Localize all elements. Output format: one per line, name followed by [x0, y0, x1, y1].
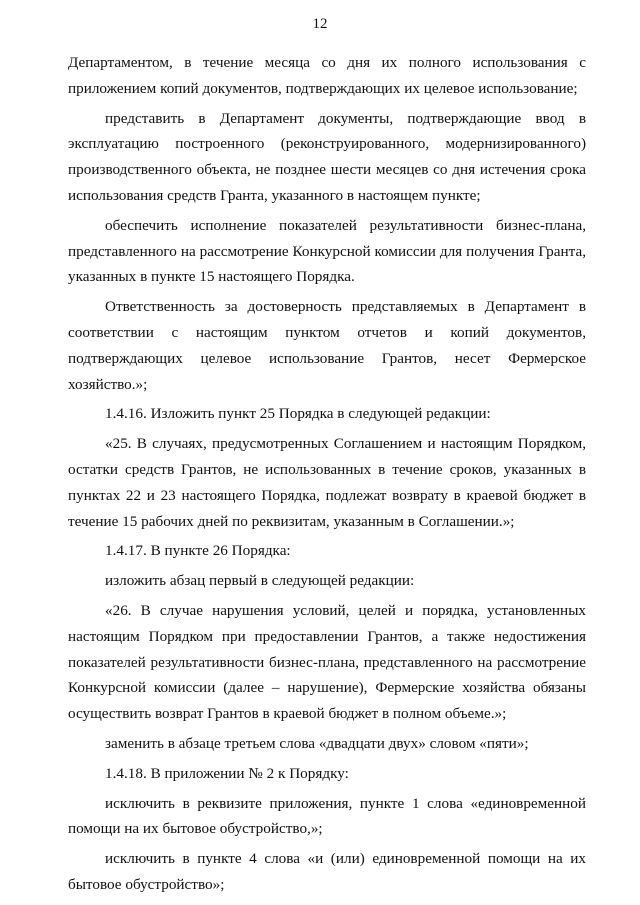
paragraph: Ответственность за достоверность представляемых в Департамент в соответствии с настоящим пунктом отчетов и копий документов, подтверждающих целевое использование Грантов, несет Фермерское хозяйство.»;: [68, 298, 586, 393]
paragraph: изложить абзац первый в следующей редакции:: [105, 572, 415, 590]
paragraph: Департаментом, в течение месяца со дня их полного использования с приложением копий документов, подтверждающих их целевое использование;: [68, 54, 586, 97]
paragraph: обеспечить исполнение показателей результативности бизнес-плана, представленного на рассмотрение Конкурсной комиссии для получения Гранта, указанных в пункте 15 настоящего Порядка.: [68, 216, 586, 286]
paragraph: 1.4.18. В приложении № 2 к Порядку:: [105, 764, 349, 782]
paragraph: исключить в реквизите приложения, пункте 1 слова «единовременной помощи на их бытовое обустройство,»;: [68, 794, 586, 838]
paragraph: «25. В случаях, предусмотренных Соглашением и настоящим Порядком, остатки средств Грантов, не использованных в течение сроков, указанных в пунктах 22 и 23 настоящего Порядка, подлежат возврату в краевой бюджет в течение 15 рабочих дней по реквизитам, указанным в Соглашении.»;: [68, 435, 586, 530]
paragraph: представить в Департамент документы, подтверждающие ввод в эксплуатацию построенного (реконструированного, модернизированного) производственного объекта, не позднее шести месяцев со дня истечения срока использования средств Гранта, указанного в настоящем пункте;: [68, 109, 586, 204]
paragraph: «26. В случае нарушения условий, целей и порядка, установленных настоящим Порядком при предоставлении Грантов, а также недостижения показателей результативности бизнес-плана, представленного на рассмотрение Конкурсной комиссии (далее – нарушение), Фермерские хозяйства обязаны осуществить возврат Грантов в краевой бюджет в полном объеме.»;: [68, 601, 586, 723]
paragraph: 1.4.16. Изложить пункт 25 Порядка в следующей редакции:: [105, 405, 491, 423]
paragraph: исключить в пункте 4 слова «и (или) единовременной помощи на их бытовое обустройство»;: [68, 850, 586, 893]
document-body: [68, 50, 586, 898]
paragraph: заменить в абзаце третьем слова «двадцати двух» словом «пяти»;: [105, 734, 529, 752]
paragraph: 1.4.17. В пункте 26 Порядка:: [105, 542, 291, 560]
page-number: 12: [312, 16, 328, 32]
